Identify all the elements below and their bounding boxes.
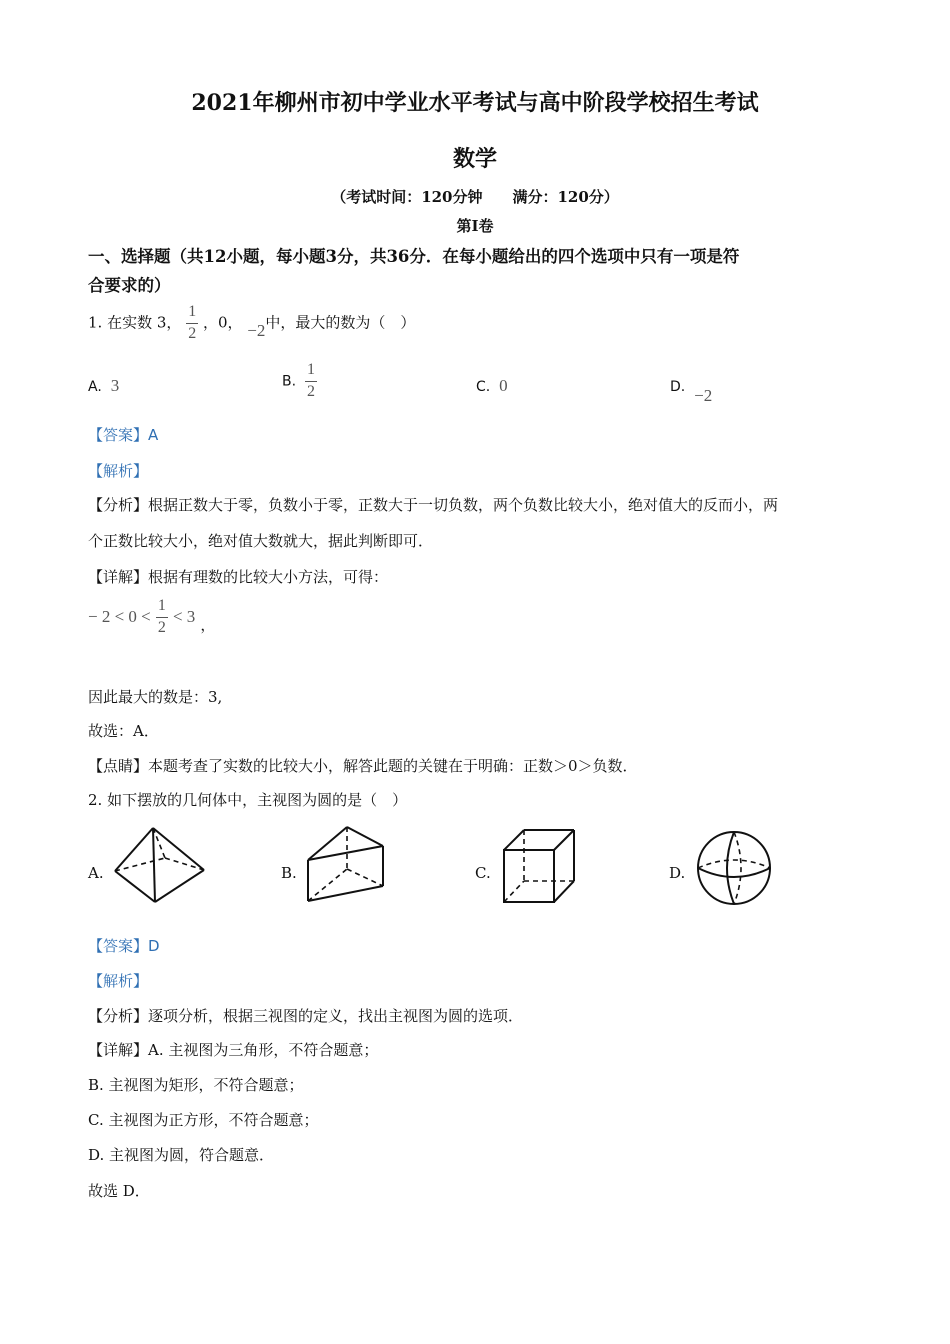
frac-bar xyxy=(186,323,198,324)
fenxi-text: 根据正数大于零，负数小于零，正数大于一切负数，两个负数比较大小，绝对值大的反而小，两 xyxy=(148,496,779,514)
q1-option-a xyxy=(88,376,119,396)
dianjing-text: 本题考查了实数的比较大小，解答此题的关键在于明确：正数＞0＞负数． xyxy=(148,757,638,775)
subject-title: 数学 xyxy=(452,146,497,172)
fenxi-text: 逐项分析，根据三视图的定义，找出主视图为圆的选项． xyxy=(148,1007,524,1025)
answer-tag: 【答案】 xyxy=(88,937,149,955)
frac-bar xyxy=(305,381,317,382)
ineq-right: < 3 xyxy=(172,606,196,626)
q1-fraction xyxy=(186,304,198,343)
exam-info: （考试时间：120分钟 满分：120分） xyxy=(331,188,619,206)
answer-value: A xyxy=(148,426,159,444)
q1-inequality xyxy=(88,598,215,637)
q1-analysis-tag: 【解析】 xyxy=(88,462,149,480)
answer-tag: 【答案】 xyxy=(88,426,149,444)
q1-fenxi-line2: 个正数比较大小，绝对值大数就大，据此判断即可． xyxy=(88,532,434,550)
xiangjie-tag: 【详解】 xyxy=(88,568,149,586)
q1-option-b xyxy=(282,362,317,401)
q1-choose: 故选：A． xyxy=(88,722,159,740)
question-2-stem: 2. 如下摆放的几何体中，主视图为圆的是（ ） xyxy=(88,791,408,809)
frac-den: 2 xyxy=(157,618,166,636)
square-pyramid-figure xyxy=(110,824,210,906)
q1-prefix: 1. 在实数 3， xyxy=(88,313,182,332)
fenxi-tag: 【分析】 xyxy=(88,1007,149,1025)
q2-detail-b: B. 主视图为矩形，不符合题意； xyxy=(88,1076,304,1094)
ineq-fraction xyxy=(156,598,168,637)
q2-answer xyxy=(88,935,160,956)
q1-xiangjie xyxy=(88,566,388,587)
question-1-stem xyxy=(88,304,415,343)
fenxi-tag: 【分析】 xyxy=(88,496,149,514)
frac-num: 1 xyxy=(188,303,197,320)
dianjing-tag: 【点睛】 xyxy=(88,757,149,775)
q1-answer xyxy=(88,424,158,445)
q1-mid: ，0， xyxy=(202,313,243,332)
q2-detail-c: C. 主视图为正方形，不符合题意； xyxy=(88,1111,319,1129)
xiangjie-text: A. 主视图为三角形，不符合题意； xyxy=(148,1041,379,1059)
q2-option-a-label: A. xyxy=(88,864,104,882)
option-value: 3 xyxy=(110,376,120,395)
section-heading-line2: 合要求的） xyxy=(88,276,171,295)
sphere-figure xyxy=(694,828,774,908)
option-label: A. xyxy=(88,379,102,395)
q1-option-d xyxy=(670,376,713,405)
ineq-comma: ， xyxy=(200,615,216,634)
option-label: B. xyxy=(282,373,297,390)
q2-choose: 故选 D． xyxy=(88,1182,150,1200)
option-value: 0 xyxy=(499,376,508,395)
xiangjie-tag: 【详解】 xyxy=(88,1041,149,1059)
option-label: C. xyxy=(476,379,491,395)
q1-suffix: 中，最大的数为（ ） xyxy=(265,313,416,332)
frac-num: 1 xyxy=(157,597,166,614)
q1-conclusion: 因此最大的数是：3, xyxy=(88,688,223,706)
q1-neg: −2 xyxy=(247,321,266,341)
frac-bar xyxy=(156,617,168,618)
q1-dianjing xyxy=(88,755,638,776)
option-b-fraction xyxy=(305,362,317,401)
answer-value: D xyxy=(148,937,160,955)
triangular-prism-figure xyxy=(303,824,387,904)
q1-fenxi-line1 xyxy=(88,494,778,515)
q2-fenxi xyxy=(88,1005,523,1026)
frac-num: 1 xyxy=(306,361,315,378)
section-heading-line1: 一、选择题（共12小题，每小题3分，共36分．在每小题给出的四个选项中只有一项是符 xyxy=(88,247,740,266)
cube-figure xyxy=(500,826,580,906)
exam-title: 2021年柳州市初中学业水平考试与高中阶段学校招生考试 xyxy=(191,90,759,116)
q2-option-d-label: D. xyxy=(669,864,686,882)
ineq-left: − 2 < 0 < xyxy=(88,606,151,626)
q2-option-b-label: B. xyxy=(281,864,297,882)
q2-option-c-label: C. xyxy=(475,864,491,882)
q2-analysis-tag: 【解析】 xyxy=(88,972,149,990)
option-label: D. xyxy=(670,379,686,395)
q1-option-c xyxy=(476,376,508,396)
option-value: −2 xyxy=(694,386,713,405)
xiangjie-text: 根据有理数的比较大小方法，可得： xyxy=(148,568,389,586)
volume-label: 第Ⅰ卷 xyxy=(456,217,494,235)
frac-den: 2 xyxy=(306,382,315,400)
q2-detail-d: D. 主视图为圆，符合题意． xyxy=(88,1146,275,1164)
frac-den: 2 xyxy=(188,324,197,342)
q2-xiangjie xyxy=(88,1039,378,1060)
